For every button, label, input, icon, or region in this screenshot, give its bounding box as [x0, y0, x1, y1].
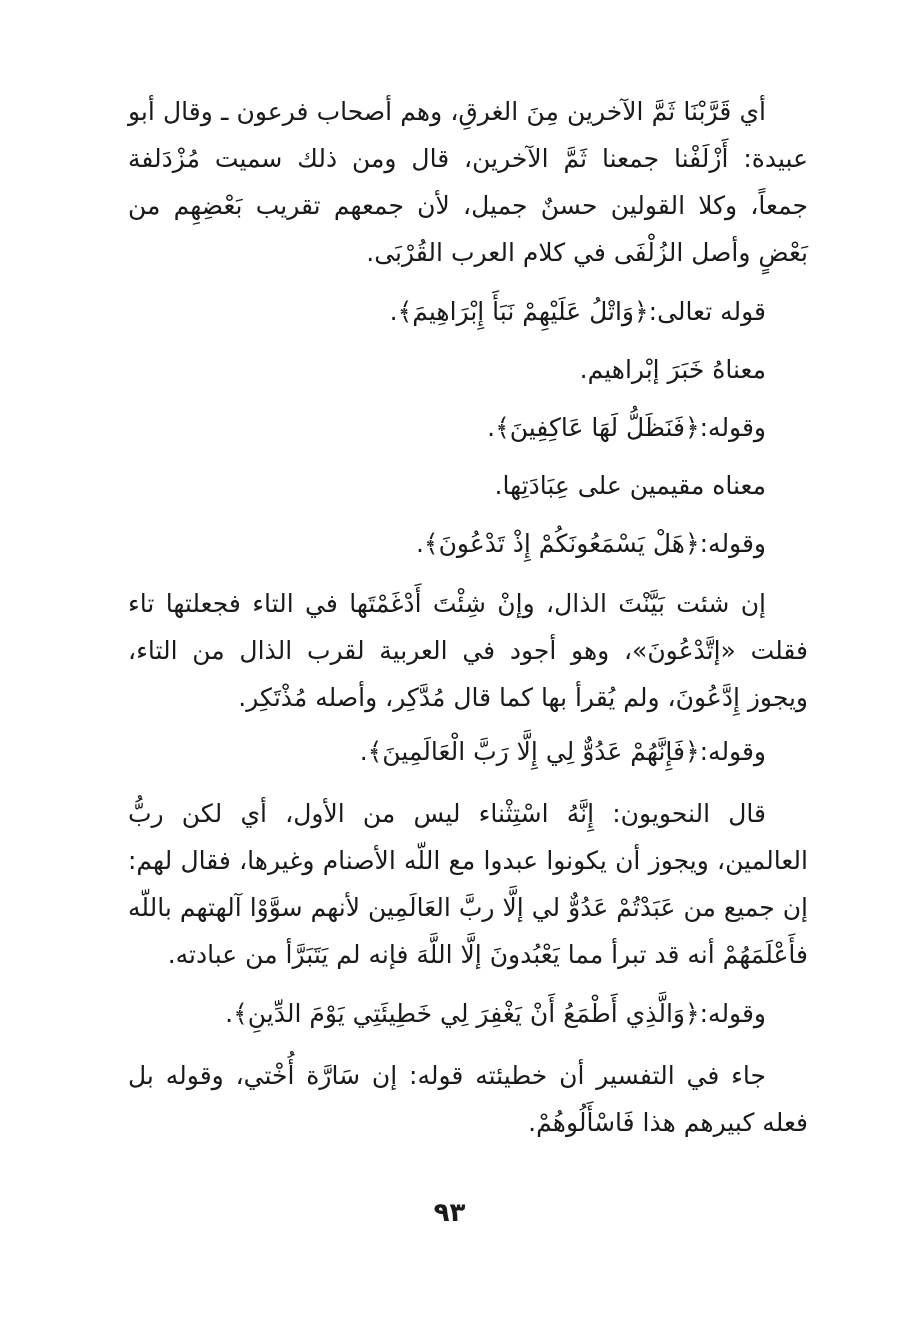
- paragraph-2: [128, 288, 808, 335]
- paragraph-5-text: معناه مقيمين على عِبَادَتِها.: [494, 471, 766, 500]
- paragraph-8-text: وقوله:﴿فَإِنَّهُمْ عَدُوٌّ لِي إِلَّا رَبَّ الْعَالَمِينَ﴾.: [359, 737, 766, 766]
- paragraph-3: [128, 346, 808, 393]
- paragraph-6: [128, 520, 808, 567]
- paragraph-1-text: أي قَرَّبْنَا ثَمَّ الآخرين مِنَ الغرقِ، وهم أصحاب فرعون ـ وقال أبو عبيدة: أَزْلَفْنا جمعنا ثَمَّ الآخرين، قال ومن ذلك سميت مُزْدَلفة جمعاً، وكلا القولين حسنٌ جميل، لأن جمعهم تقريب بَعْضِهِم من بَعْضٍ وأصل الزُلْفَى في كلام العرب القُرْبَى.: [128, 97, 808, 267]
- paragraph-9: [128, 790, 808, 978]
- paragraph-8: [128, 728, 808, 775]
- paragraph-11-text: جاء في التفسير أن خطيئته قوله: إن سَارَّة أُخْتي، وقوله بل فعله كبيرهم هذا فَاسْأَلُوهُمْ.: [128, 1061, 808, 1137]
- paragraph-7: [128, 580, 808, 721]
- paragraph-10: [128, 990, 808, 1037]
- paragraph-4: [128, 404, 808, 451]
- paragraph-10-text: وقوله:﴿وَالَّذِي أَطْمَعُ أَنْ يَغْفِرَ لِي خَطِيئَتِي يَوْمَ الدِّينِ﴾.: [225, 999, 766, 1028]
- paragraph-9-text: قال النحويون: إِنَّهُ اسْتِثْناء ليس من الأول، أي لكن ربُّ العالمين، ويجوز أن يكونوا عبدوا مع اللّه الأصنام وغيرها، فقال لهم: إن جميع من عَبَدْتُمْ عَدُوٌّ لي إلَّا ربَّ العَالَمِين لأنهم سوَّوْا آلهتهم باللّه فأَعْلَمَهُمْ أنه قد تبرأ مما يَعْبُدونَ إلَّا اللَّهَ فإنه لم يَتَبَرَّأ من عبادته.: [128, 799, 808, 969]
- page-number: ٩٣: [433, 1198, 466, 1228]
- paragraph-1: [128, 88, 808, 276]
- paragraph-7-text: إن شئت بَيَّنْتَ الذال، وإنْ شِئْتَ أَدْغَمْتَها في التاء فجعلتها تاء فقلت «إتَّدْعُونَ»، وهو أجود في العربية لقرب الذال من التاء، ويجوز إِدَّعُونَ، ولم يُقرأ بها كما قال مُدَّكِر، وأصله مُذْتَكِر.: [128, 589, 808, 712]
- paragraph-5: [128, 462, 808, 509]
- paragraph-3-text: معناهُ خَبَرَ إبْراهيم.: [579, 355, 766, 384]
- paragraph-11: [128, 1052, 808, 1146]
- paragraph-2-text: قوله تعالى:﴿وَاتْلُ عَلَيْهِمْ نَبَأَ إِبْرَاهِيمَ﴾.: [389, 297, 766, 326]
- paragraph-6-text: وقوله:﴿هَلْ يَسْمَعُونَكُمْ إِذْ تَدْعُونَ﴾.: [415, 529, 766, 558]
- paragraph-4-text: وقوله:﴿فَنَظَلُّ لَهَا عَاكِفِينَ﴾.: [487, 413, 766, 442]
